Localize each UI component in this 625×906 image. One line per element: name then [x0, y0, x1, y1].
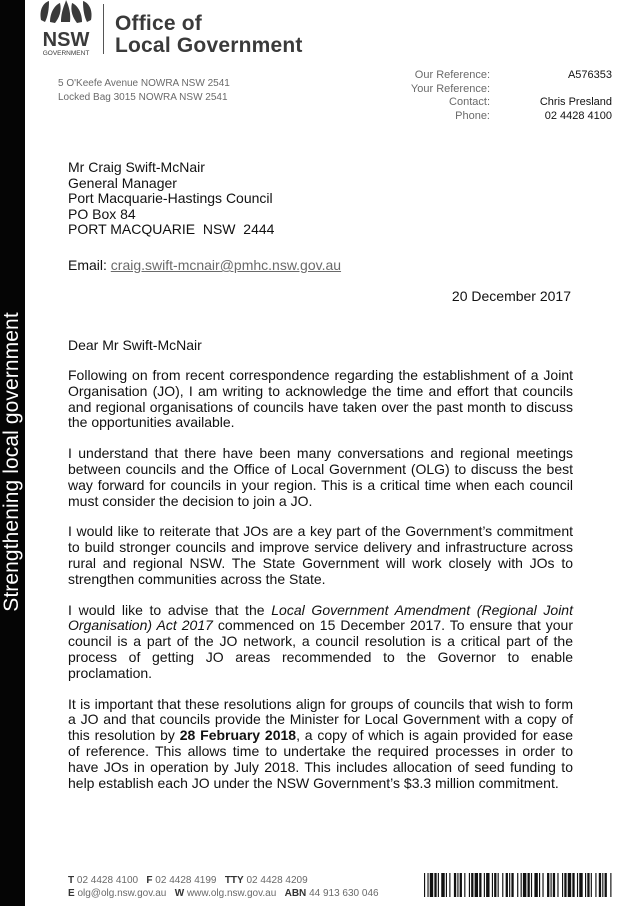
- barcode-bar: [511, 873, 513, 897]
- reference-label: Contact:: [449, 96, 490, 108]
- footer-line: [68, 887, 379, 900]
- reference-label: Our Reference:: [414, 69, 490, 81]
- barcode-bar: [486, 873, 489, 897]
- barcode-bar: [523, 873, 526, 897]
- barcode-bar: [427, 873, 428, 897]
- footer-label: T: [68, 875, 75, 886]
- barcode-bar: [460, 873, 462, 897]
- salutation: Dear Mr Swift-McNair: [68, 337, 202, 353]
- footer-line: [68, 874, 379, 887]
- barcode-bar: [605, 873, 607, 897]
- reference-label: Your Reference:: [410, 82, 490, 95]
- barcode-bar: [539, 873, 540, 897]
- barcode-bar: [502, 873, 503, 897]
- barcode-bar: [430, 873, 433, 897]
- sidebar-banner: [0, 0, 25, 906]
- reference-row: [380, 96, 612, 110]
- address-line: Locked Bag 3015 NOWRA NSW 2541: [58, 92, 228, 103]
- footer-contact: [68, 874, 379, 900]
- reference-value: A576353: [567, 69, 612, 81]
- body-paragraph: Following on from recent correspondence regarding the establishment of a Joint Organisation (JO), I am writing to acknowledge the time and effort that councils and regional organisations of councils have taken over the past month to discuss the opportunities available.: [68, 367, 573, 431]
- barcode-bar: [602, 873, 603, 897]
- barcode-bar: [475, 873, 478, 897]
- body-paragraph: [68, 603, 573, 682]
- reference-label: Phone:: [455, 109, 490, 122]
- reference-row: [380, 83, 612, 97]
- barcode-bar: [585, 873, 586, 897]
- footer-label: TTY: [224, 875, 244, 886]
- barcode-bar: [492, 873, 493, 897]
- barcode-bar: [595, 873, 596, 897]
- barcode-bar: [506, 873, 508, 897]
- letter-body: [68, 368, 573, 806]
- footer-email: olg@olg.nsw.gov.au: [77, 888, 167, 899]
- recipient-address: [68, 160, 274, 238]
- barcode-bar: [484, 873, 485, 897]
- office-title-line2: Local Government: [115, 34, 303, 57]
- logo-divider: [103, 4, 104, 54]
- barcode-bar: [557, 873, 558, 897]
- logo-subtitle: GOVERNMENT: [42, 50, 90, 57]
- barcode-bar: [542, 873, 543, 897]
- letter-date: 20 December 2017: [451, 288, 571, 304]
- barcode-bar: [547, 873, 549, 897]
- deadline-date: 28 February 2018: [179, 727, 297, 744]
- barcode-bar: [553, 873, 555, 897]
- logo-wordmark: NSW: [42, 29, 90, 51]
- paragraph-text: I would like to advise that the: [68, 601, 272, 618]
- body-paragraph: [68, 697, 573, 792]
- barcode-bar: [577, 873, 578, 897]
- barcode-bar: [441, 873, 444, 897]
- body-paragraph: I would like to reiterate that JOs are a key part of the Government’s commitment to build stronger councils and improve service delivery and infrastructure across rural and regional NSW. The State Government will work closely with JOs to strengthen communities across the State.: [68, 523, 573, 587]
- recipient-name: Mr Craig Swift-McNair: [68, 159, 205, 175]
- office-title: [115, 13, 303, 57]
- footer-phone: 02 4428 4100: [76, 875, 139, 886]
- reference-block: [380, 69, 612, 123]
- barcode-bar: [517, 873, 518, 897]
- barcode-bar: [531, 873, 532, 897]
- barcode-bar: [438, 873, 439, 897]
- paragraph-text: It is important that these resolutions align for groups of councils that wish to form a JO and that councils provide the Minister for Local Government with a copy of this resolution by: [68, 695, 573, 744]
- waratah-logo-icon: [33, 0, 99, 58]
- act-title: Local Government Amendment (Regional Joint Organisation) Act 2017: [68, 601, 573, 634]
- footer-label: F: [146, 875, 153, 886]
- email-link[interactable]: craig.swift-mcnair@pmhc.nsw.gov.au: [110, 257, 342, 273]
- footer-tty: 02 4428 4209: [246, 875, 308, 886]
- barcode-bar: [471, 873, 473, 897]
- barcode-bar: [587, 873, 589, 897]
- barcode-bar: [568, 873, 571, 897]
- barcode-bar: [599, 873, 601, 897]
- recipient-po-box: PO Box 84: [68, 205, 136, 222]
- barcode-bar: [551, 873, 552, 897]
- barcode-bar: [591, 873, 592, 897]
- barcode-bar: [534, 873, 537, 897]
- sidebar-tagline: Strengthening local government: [0, 312, 23, 612]
- barcode-bar: [498, 873, 499, 897]
- barcode-bar: [454, 873, 456, 897]
- email-label: Email:: [68, 257, 107, 273]
- barcode-bar: [579, 873, 582, 897]
- recipient-organisation: Port Macquarie-Hastings Council: [68, 190, 273, 207]
- barcode-bar: [564, 873, 566, 897]
- barcode-icon: [424, 873, 612, 897]
- barcode-bar: [449, 873, 450, 897]
- footer-label: E: [68, 888, 75, 899]
- barcode-bar: [610, 873, 611, 897]
- address-line: 5 O'Keefe Avenue NOWRA NSW 2541: [58, 78, 230, 89]
- recipient-title: General Manager: [68, 174, 177, 191]
- barcode-bar: [572, 873, 574, 897]
- office-title-line1: Office of: [115, 12, 202, 35]
- recipient-city: PORT MACQUARIE NSW 2444: [68, 221, 275, 238]
- footer-website: www.olg.nsw.gov.au: [186, 888, 277, 899]
- reference-row: [380, 110, 612, 124]
- reference-value: [490, 83, 612, 97]
- barcode-bar: [562, 873, 563, 897]
- barcode-bar: [424, 873, 425, 897]
- footer-abn: 44 913 630 046: [309, 888, 379, 899]
- barcode-bar: [464, 873, 465, 897]
- reference-row: [380, 69, 612, 83]
- email-line: [68, 257, 341, 273]
- paragraph-text: commenced on 15 December 2017. To ensure that your council is a part of the JO network, a council resolution is a critical part of the process of getting JO areas recommended to the Governor to enable proclamation.: [68, 617, 573, 681]
- barcode-bar: [457, 873, 458, 897]
- body-paragraph: I understand that there have been many conversations and regional meetings between councils and the Office of Local Government (OLG) to discuss the best way forward for councils in your region. This is a critical time when each council must consider the decision to join a JO.: [68, 445, 573, 509]
- sender-address: [58, 77, 230, 105]
- paragraph-text: , a copy of which is again provided for ease of reference. This allows time to undertake the required processes in order to have JOs in operation by July 2018. This includes allocation of seed funding to help establish each JO under the NSW Government’s $3.3 million commitment.: [68, 727, 573, 791]
- footer-fax: 02 4428 4199: [155, 875, 217, 886]
- barcode-bar: [521, 873, 522, 897]
- barcode-bar: [528, 873, 530, 897]
- barcode-bar: [434, 873, 436, 897]
- barcode-bar: [446, 873, 447, 897]
- reference-value: Chris Presland: [539, 96, 612, 108]
- barcode-bar: [479, 873, 481, 897]
- barcode-bar: [494, 873, 496, 897]
- barcode-bar: [509, 873, 510, 897]
- barcode-bar: [469, 873, 470, 897]
- footer-label: ABN: [284, 888, 307, 899]
- footer-label: W: [174, 888, 185, 899]
- reference-value: 02 4428 4100: [544, 109, 612, 122]
